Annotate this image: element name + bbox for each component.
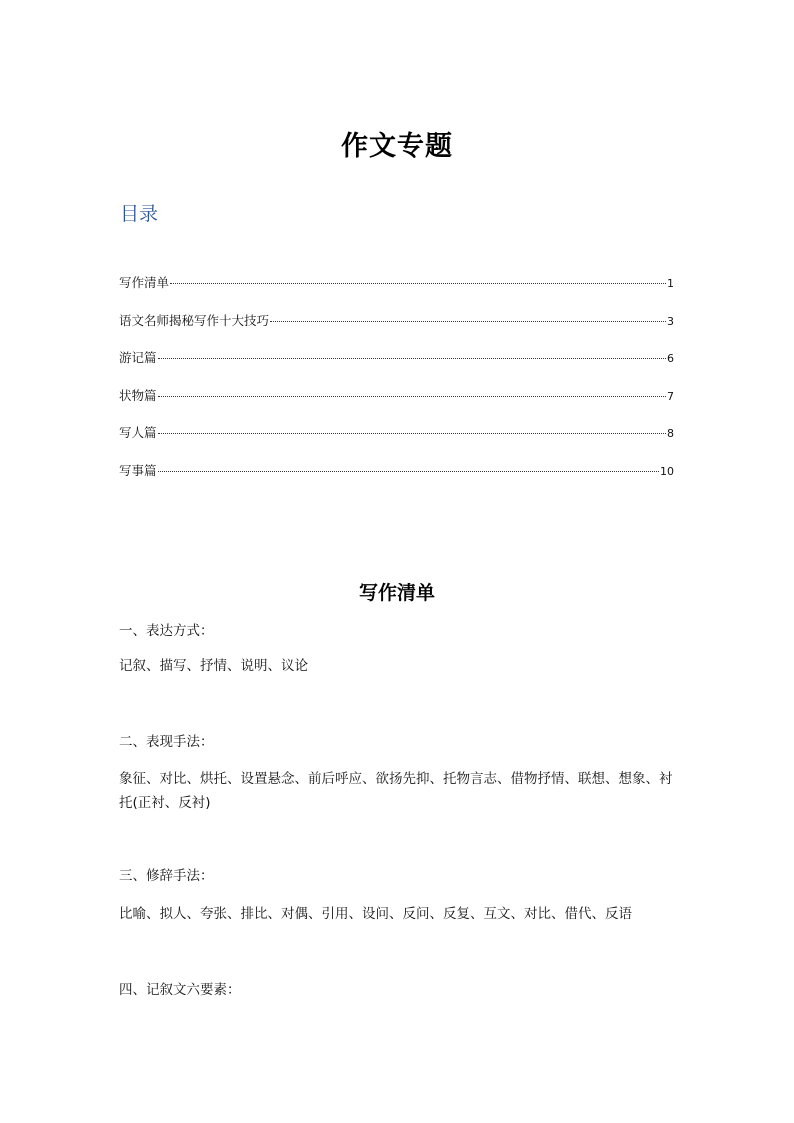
- toc-leader-dots: [158, 358, 666, 359]
- item-content: 象征、对比、烘托、设置悬念、前后呼应、欲扬先抑、托物言志、借物抒情、联想、想象、衬托(正衬、反衬): [119, 771, 673, 811]
- toc-heading: 目录: [120, 203, 159, 225]
- item-heading: 四、记叙文六要素：: [119, 982, 241, 998]
- item-content: 记叙、描写、抒情、说明、议论: [119, 658, 308, 674]
- toc-entry-label: 写人篇: [119, 425, 157, 440]
- toc-leader-dots: [158, 471, 659, 472]
- item-heading: 一、表达方式：: [119, 623, 214, 639]
- toc-entry-label: 写作清单: [119, 275, 170, 290]
- toc-entry-label: 游记篇: [119, 350, 157, 365]
- document-title: 作文专题: [341, 131, 453, 162]
- toc-entry-page: 10: [660, 464, 674, 478]
- toc-entry-page: 1: [667, 277, 674, 290]
- toc-entry[interactable]: [119, 311, 674, 349]
- toc-entry-label: 写事篇: [119, 462, 157, 478]
- toc-leader-dots: [158, 396, 666, 397]
- toc-entry-page: 6: [667, 352, 674, 365]
- toc-entry-label: 状物篇: [119, 387, 157, 403]
- item-heading: 三、修辞手法：: [119, 868, 214, 884]
- toc-entry[interactable]: [119, 423, 674, 461]
- toc-entry[interactable]: [119, 386, 674, 424]
- item-content: 比喻、拟人、夸张、排比、对偶、引用、设问、反问、反复、互文、对比、借代、反语: [119, 906, 632, 922]
- toc-entry-page: 8: [667, 427, 674, 440]
- toc-leader-dots: [270, 321, 666, 322]
- toc-leader-dots: [158, 433, 666, 434]
- toc-entry-page: 3: [667, 314, 674, 328]
- toc-entry[interactable]: [119, 273, 674, 311]
- toc-entry-label: 语文名师揭秘写作十大技巧: [119, 312, 270, 328]
- table-of-contents: [119, 273, 674, 498]
- toc-leader-dots: [170, 283, 666, 284]
- toc-entry[interactable]: [119, 348, 674, 386]
- toc-entry-page: 7: [667, 389, 674, 403]
- toc-entry[interactable]: [119, 461, 674, 499]
- section-title: 写作清单: [358, 582, 435, 604]
- item-heading: 二、表现手法：: [119, 734, 214, 750]
